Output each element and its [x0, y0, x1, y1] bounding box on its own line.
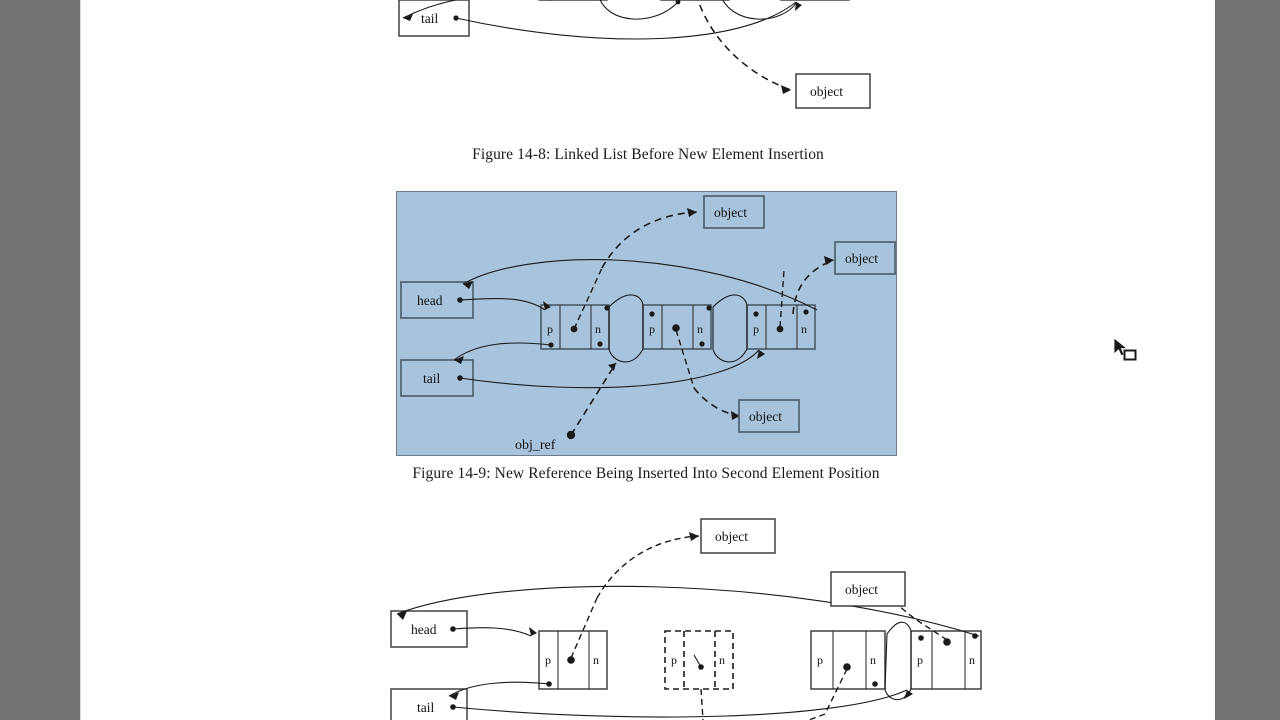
- node-1: [539, 598, 607, 689]
- head-label: head: [411, 622, 437, 637]
- viewer-right-gutter: [1215, 0, 1280, 720]
- viewer-left-gutter: [0, 0, 80, 720]
- object-box-top: [701, 519, 775, 553]
- node-2-next-label: n: [719, 653, 725, 667]
- object-label: object: [810, 84, 843, 99]
- tail-label: tail: [417, 700, 435, 715]
- figure-14-9-artwork: [396, 191, 897, 456]
- node-3: [747, 270, 815, 349]
- node-2: [643, 305, 712, 388]
- figure-14-9-caption: Figure 14-9: New Reference Being Inserted Into Second Element Position: [412, 465, 880, 482]
- node-3-next-label: n: [801, 322, 807, 336]
- node-1-prev-label: p: [547, 322, 553, 336]
- node-4-prev-label: p: [917, 653, 923, 667]
- tail-label: tail: [423, 371, 441, 386]
- node-2-new-dashed: [665, 631, 733, 720]
- node-2-prev-label: p: [671, 653, 677, 667]
- node-1-next-label: n: [593, 653, 599, 667]
- figure-14-8[interactable]: [81, 0, 1215, 163]
- figure-14-10[interactable]: [81, 514, 1215, 720]
- node-1: [539, 0, 607, 1]
- node-1-prev-label: p: [545, 653, 551, 667]
- object-label: object: [749, 409, 782, 424]
- node-3: [811, 631, 885, 714]
- object-label: object: [715, 529, 748, 544]
- head-label: head: [417, 293, 443, 308]
- object-label: object: [845, 582, 878, 597]
- node-1: [541, 268, 610, 349]
- node-3-prev-label: p: [753, 322, 759, 336]
- object-box-right: [831, 572, 905, 606]
- figure-14-8-artwork: [81, 0, 1215, 144]
- object-box: [796, 74, 870, 108]
- figure-14-8-caption: Figure 14-8: Linked List Before New Element Insertion: [472, 146, 824, 163]
- obj-ref-label: obj_ref: [515, 438, 556, 453]
- node-4-next-label: n: [969, 653, 975, 667]
- node-2-next-label: n: [697, 322, 703, 336]
- node-3-prev-label: p: [817, 653, 823, 667]
- node-3-next-label: n: [870, 653, 876, 667]
- figure-14-9[interactable]: [396, 191, 897, 482]
- object-label: object: [714, 205, 747, 220]
- node-2-prev-label: p: [649, 322, 655, 336]
- figure-14-10-artwork: [81, 514, 1215, 720]
- object-box-bottom: [739, 400, 799, 432]
- object-box-top: [704, 196, 764, 228]
- node-1-next-label: n: [595, 322, 601, 336]
- tail-label: tail: [421, 11, 439, 26]
- object-box-right: [835, 242, 895, 274]
- document-page: [81, 0, 1215, 720]
- object-label: object: [845, 251, 878, 266]
